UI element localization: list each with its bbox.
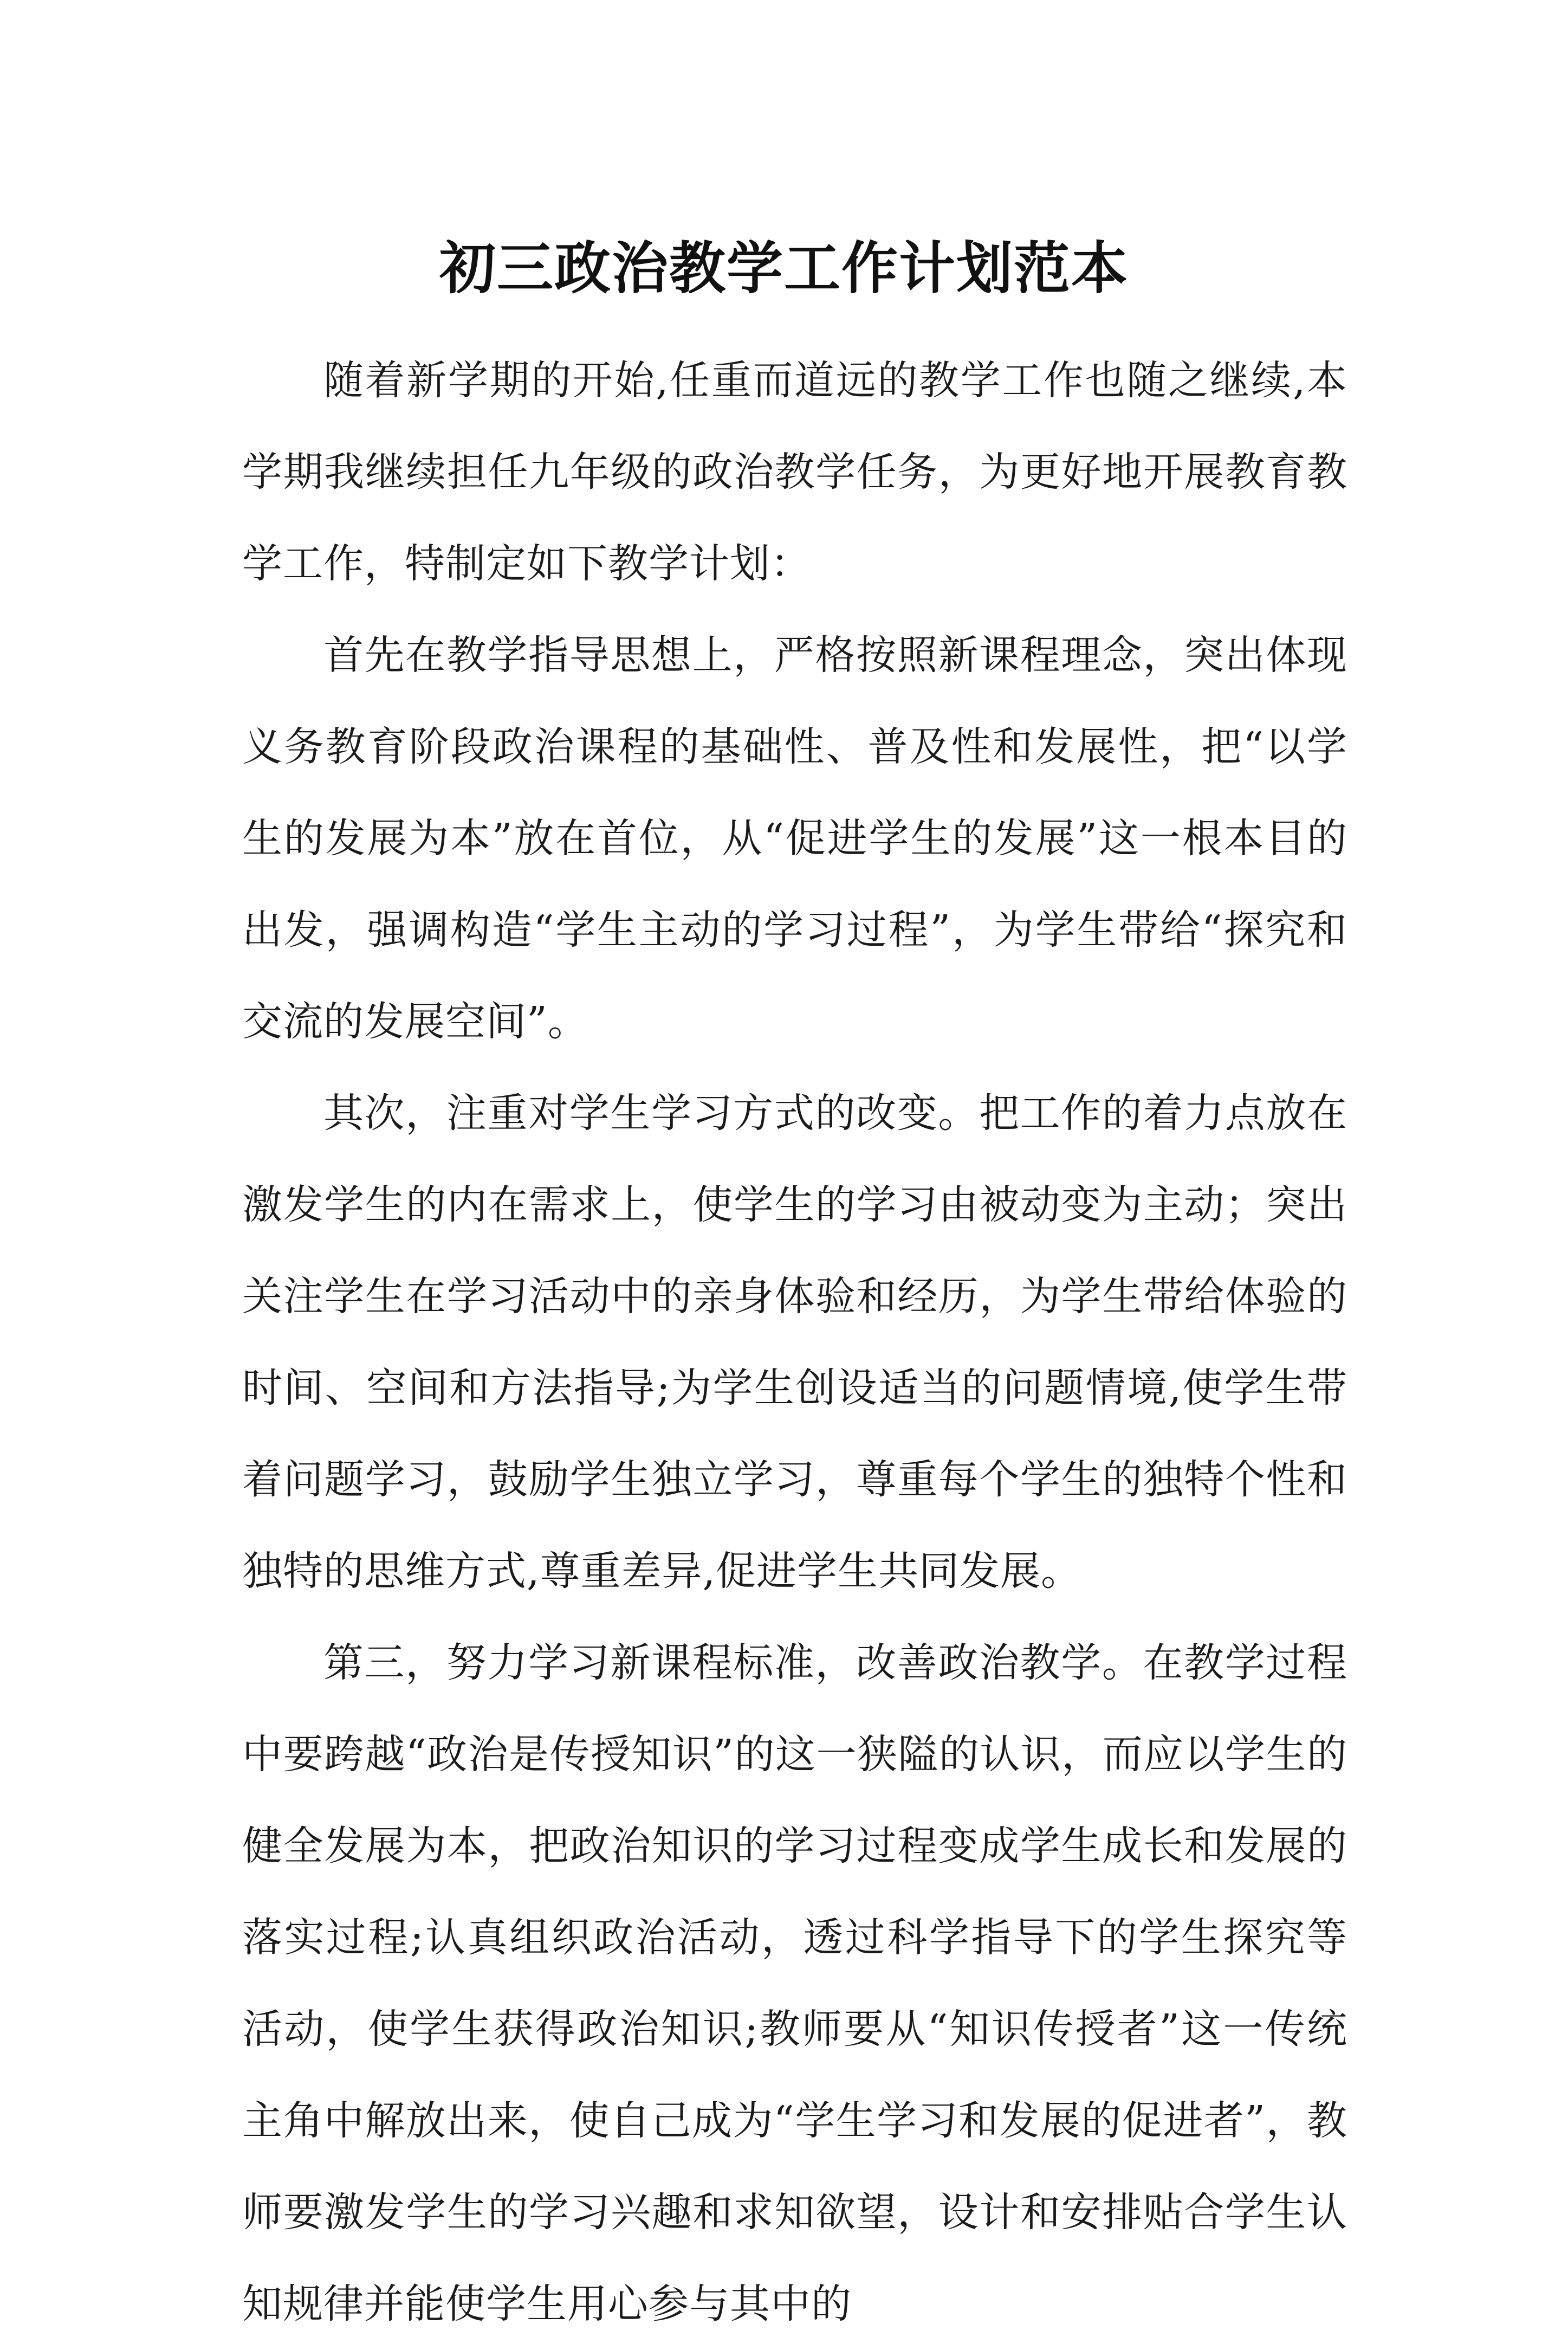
document-body [242, 335, 1347, 2350]
paragraph-third: 第三，努力学习新课程标准，改善政治教学。在教学过程中要跨越“政治是传授知识”的这一狭隘的认识，而应以学生的健全发展为本，把政治知识的学习过程变成学生成长和发展的落实过程;认真组织政治活动，透过科学指导下的学生探究等活动，使学生获得政治知识;教师要从“知识传授者”这一传统主角中解放出来，使自己成为“学生学习和发展的促进者”，教师要激发学生的学习兴趣和求知欲望，设计和安排贴合学生认知规律并能使学生用心参与其中的 [242, 1639, 1347, 2327]
paragraph-intro: 随着新学期的开始,任重而道远的教学工作也随之继续,本学期我继续担任九年级的政治教学任务，为更好地开展教育教学工作，特制定如下教学计划： [242, 357, 1347, 587]
document-title: 初三政治教学工作计划范本 [439, 234, 1129, 301]
paragraph-first: 首先在教学指导思想上，严格按照新课程理念，突出体现义务教育阶段政治课程的基础性、普及性和发展性，把“以学生的发展为本”放在首位，从“促进学生的发展”这一根本目的出发，强调构造“学生主动的学习过程”，为学生带给“探究和交流的发展空间”。 [242, 632, 1347, 1045]
paragraph-second: 其次，注重对学生学习方式的改变。把工作的着力点放在激发学生的内在需求上，使学生的学习由被动变为主动；突出关注学生在学习活动中的亲身体验和经历，为学生带给体验的时间、空间和方法指导;为学生创设适当的问题情境,使学生带着问题学习，鼓励学生独立学习，尊重每个学生的独特个性和独特的思维方式,尊重差异,促进学生共同发展。 [242, 1090, 1347, 1594]
